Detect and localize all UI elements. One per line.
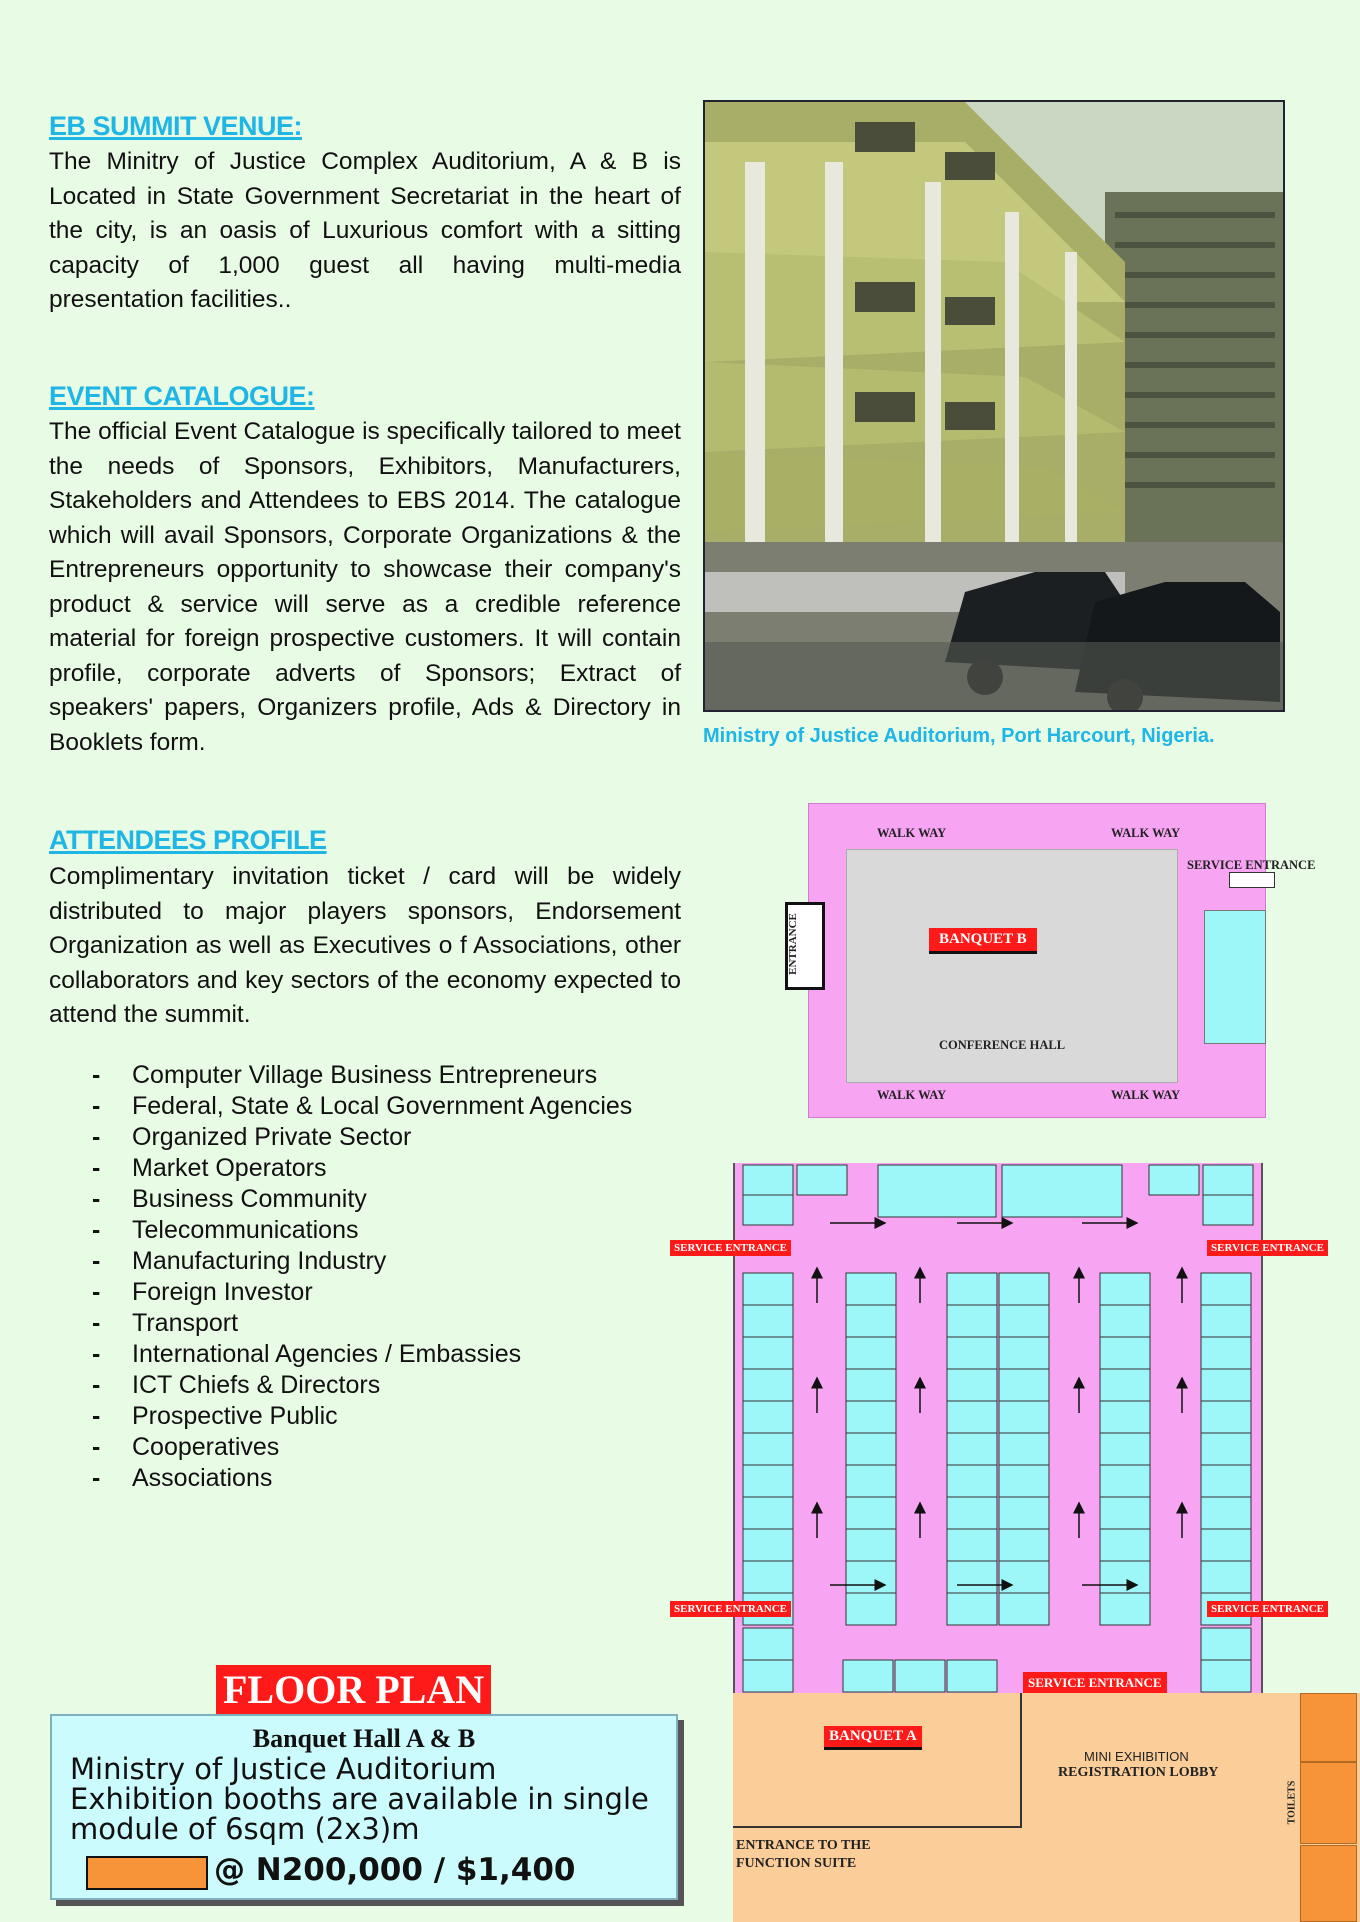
catalogue-text: The official Event Catalogue is specifically tailored to meet the needs of Sponsors, Exhibitors, Manufacturers, Stakeholders and Attendees to EBS 2014. The catalogue which will avail Sponsors, Corporate Organizations & the Entrepreneurs opportunity to showcase their company's product & service will serve as a credible reference material for foreign prospective customers. It will contain profile, corporate adverts of Sponsors; Extract of speakers' papers, Organizers profile, Ads & Directory in Booklets form. [49,418,681,756]
walkway-label: WALK WAY [1111,826,1181,840]
booth [1201,1369,1251,1401]
attendee-item [92,1339,692,1370]
bullet-dash: - [92,1123,101,1151]
booth [1201,1628,1251,1660]
booth-price: @ N200,000 / $1,400 [214,1852,576,1888]
booth [1201,1433,1251,1465]
bullet-dash: - [92,1340,101,1368]
service-door [1229,872,1275,888]
bullet-dash: - [92,1309,101,1337]
venue-photo [703,100,1285,712]
attendee-item-label: Market Operators [132,1154,327,1182]
attendee-item-label: Cooperatives [132,1433,280,1461]
booth [846,1561,896,1593]
attendee-item [92,1432,692,1463]
walkway-label: WALK WAY [1111,1088,1181,1102]
exhibition-booth [1300,1762,1357,1844]
booth [743,1305,793,1337]
booth [1100,1497,1150,1529]
booth [1100,1465,1150,1497]
booth [947,1369,997,1401]
booth [743,1195,793,1225]
exhibition-booth [1300,1845,1357,1922]
booth [1100,1369,1150,1401]
booth [999,1529,1049,1561]
attendee-item-label: International Agencies / Embassies [132,1340,522,1368]
booth [999,1433,1049,1465]
booth [743,1529,793,1561]
booth [846,1593,896,1625]
booth [1201,1305,1251,1337]
venue-text: The Minitry of Justice Complex Auditorium, A & B is Located in State Government Secretariat in the heart of the city, is an oasis of Luxurious comfort with a sitting capacity of 1,000 guest all having multi-media presentation facilities.. [49,148,681,313]
booth [1203,1195,1253,1225]
lobby-divider [1020,1693,1022,1828]
booth [895,1660,945,1692]
attendee-item [92,1215,692,1246]
conference-hall [846,849,1178,1083]
booth [999,1305,1049,1337]
booth [1100,1305,1150,1337]
attendee-item-label: Manufacturing Industry [132,1247,387,1275]
service-entrance-label: SERVICE ENTRANCE [670,1240,791,1256]
booth [843,1660,893,1692]
bullet-dash: - [92,1154,101,1182]
banquet-b-plan [808,803,1266,1118]
function-suite-entrance-label: ENTRANCE TO THE FUNCTION SUITE [736,1838,871,1871]
bullet-dash: - [92,1402,101,1430]
attendee-item-label: Associations [132,1464,273,1492]
booth [1149,1165,1199,1195]
booth [947,1465,997,1497]
photo-caption: Ministry of Justice Auditorium, Port Harcourt, Nigeria. [703,725,1215,747]
booth [846,1433,896,1465]
booth [846,1529,896,1561]
booth [743,1337,793,1369]
booth [846,1369,896,1401]
bullet-dash: - [92,1247,101,1275]
booth [999,1401,1049,1433]
booth [947,1561,997,1593]
catalogue-heading: EVENT CATALOGUE: [49,381,315,411]
banquet-b-label: BANQUET B [929,928,1037,951]
booth [1203,1165,1253,1195]
bullet-dash: - [92,1371,101,1399]
conference-hall-label: CONFERENCE HALL [939,1038,1066,1052]
booth [878,1165,996,1217]
exhibition-booth [1300,1693,1357,1762]
banquet-a-label: BANQUET A [824,1726,922,1747]
booth [797,1165,847,1195]
banquet-hall-title: Banquet Hall A & B [252,1724,476,1753]
attendee-item [92,1060,692,1091]
booth [743,1465,793,1497]
attendees-text: Complimentary invitation ticket / card will be widely distributed to major players sponsors, Endorsement Organization as well as Executives o f Associations, other collaborators and key sectors of the economy expected to attend the summit. [49,863,681,1028]
booth [1201,1273,1251,1305]
booth [1201,1660,1251,1692]
booth [947,1337,997,1369]
attendee-item [92,1246,692,1277]
booth [1100,1273,1150,1305]
mini-exhibition-label: MINI EXHIBITION [1084,1749,1189,1764]
attendee-item-label: ICT Chiefs & Directors [132,1371,381,1399]
bullet-dash: - [92,1185,101,1213]
attendee-item [92,1370,692,1401]
service-entrance-label: SERVICE ENTRANCE [1207,1240,1328,1256]
attendee-item [92,1091,692,1122]
booth [743,1433,793,1465]
booth [846,1273,896,1305]
booth [743,1273,793,1305]
booth [1002,1165,1122,1217]
bullet-dash: - [92,1464,101,1492]
attendee-item-label: Foreign Investor [132,1278,313,1306]
booth [743,1628,793,1660]
service-entrance-label: SERVICE ENTRANCE [1207,1601,1328,1617]
booth [947,1529,997,1561]
attendee-item [92,1277,692,1308]
booth [1201,1561,1251,1593]
pricing-box [50,1714,678,1900]
attendee-item-label: Business Community [132,1185,367,1213]
attendee-item-label: Prospective Public [132,1402,338,1430]
booth [947,1660,997,1692]
booth-color-swatch [86,1856,208,1890]
booth [1100,1529,1150,1561]
entrance-door [785,902,825,990]
booth [1201,1497,1251,1529]
booth [743,1369,793,1401]
bullet-dash: - [92,1278,101,1306]
service-entrance-label: SERVICE ENTRANCE [1187,858,1316,872]
booth [999,1465,1049,1497]
toilets-label: TOILETS [1286,1780,1298,1825]
booth [743,1401,793,1433]
booth [846,1465,896,1497]
booth [846,1305,896,1337]
booth [999,1369,1049,1401]
registration-lobby-label: REGISTRATION LOBBY [1058,1765,1219,1780]
booth [1201,1337,1251,1369]
attendee-item-label: Telecommunications [132,1216,359,1244]
attendee-item-label: Transport [132,1309,239,1337]
booth-info: Exhibition booths are available in single module of 6sqm (2x3)m [70,1782,649,1846]
booth [846,1401,896,1433]
booth [846,1337,896,1369]
attendee-item [92,1153,692,1184]
walkway-label: WALK WAY [877,1088,947,1102]
booth [846,1497,896,1529]
booth [1100,1401,1150,1433]
booth [743,1165,793,1195]
bullet-dash: - [92,1433,101,1461]
booth [1100,1337,1150,1369]
service-entrance-label: SERVICE ENTRANCE [670,1601,791,1617]
booth [999,1497,1049,1529]
booth [947,1593,997,1625]
booth-layout [735,1163,1261,1693]
booth [999,1561,1049,1593]
banquet-a-plan [733,1163,1263,1693]
venue-heading: EB SUMMIT VENUE: [49,111,303,141]
attendees-heading: ATTENDEES PROFILE [49,825,327,855]
venue-line: Ministry of Justice Auditorium [70,1752,497,1786]
attendee-item [92,1184,692,1215]
booth [1100,1561,1150,1593]
walkway-label: WALK WAY [877,826,947,840]
booth [1201,1401,1251,1433]
lobby-divider [733,1826,1022,1828]
booth [947,1401,997,1433]
booth [947,1497,997,1529]
booth [1201,1529,1251,1561]
booth [1100,1433,1150,1465]
entrance-label: ENTRANCE [786,913,799,975]
booth [1201,1465,1251,1497]
attendees-list [92,1060,692,1494]
service-entrance-label: SERVICE ENTRANCE [1023,1672,1167,1694]
attendee-item [92,1463,692,1494]
bullet-dash: - [92,1216,101,1244]
booth [947,1433,997,1465]
booth [999,1593,1049,1625]
booth [999,1273,1049,1305]
booth [743,1561,793,1593]
booth [1100,1593,1150,1625]
booth [999,1337,1049,1369]
attendee-item-label: Federal, State & Local Government Agencies [132,1092,633,1120]
attendee-item-label: Computer Village Business Entrepreneurs [132,1061,598,1089]
booth [947,1305,997,1337]
bullet-dash: - [92,1061,101,1089]
attendee-item [92,1122,692,1153]
service-area [1204,910,1266,1044]
bullet-dash: - [92,1092,101,1120]
booth [743,1497,793,1529]
attendee-item-label: Organized Private Sector [132,1123,412,1151]
floor-plan-title: FLOOR PLAN [216,1665,491,1715]
attendee-item [92,1401,692,1432]
building-illustration [705,102,1283,710]
booth [947,1273,997,1305]
booth [743,1660,793,1692]
attendee-item [92,1308,692,1339]
